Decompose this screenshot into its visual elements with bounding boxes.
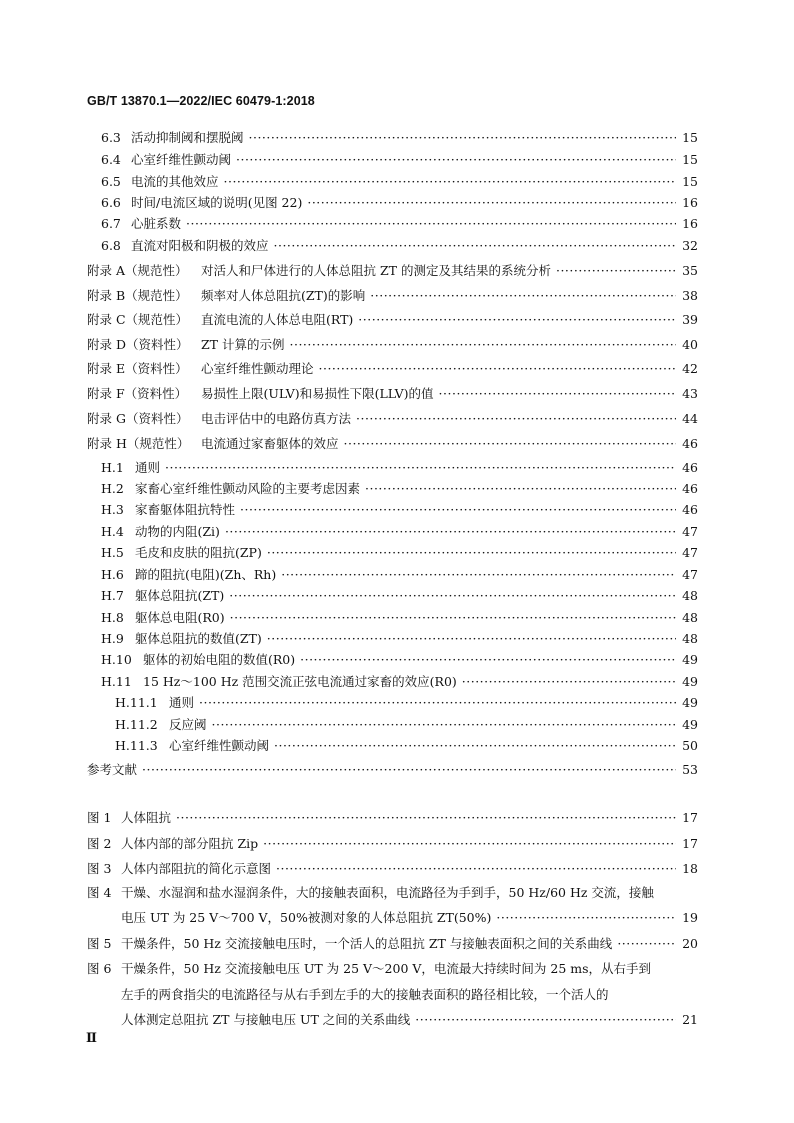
toc-entry-number: H.11.3 bbox=[115, 738, 158, 753]
toc-entry[interactable] bbox=[101, 585, 698, 607]
leader-dots bbox=[267, 628, 676, 650]
leader-dots bbox=[249, 127, 677, 149]
toc-entry[interactable] bbox=[101, 649, 698, 671]
toc-entry-title: 参考文献 bbox=[87, 762, 138, 777]
figure-title-line: 人体测定总阻抗 ZT 与接触电压 UT 之间的关系曲线 bbox=[121, 1012, 411, 1027]
leader-dots bbox=[300, 649, 676, 671]
leader-dots bbox=[415, 1009, 676, 1031]
toc-entry-page: 53 bbox=[682, 762, 698, 777]
leader-dots bbox=[344, 433, 677, 455]
toc-entry[interactable] bbox=[101, 521, 698, 543]
toc-entry[interactable] bbox=[101, 192, 698, 214]
toc-entry-page: 40 bbox=[682, 337, 698, 352]
figure-page: 17 bbox=[682, 810, 698, 825]
toc-entry-page: 43 bbox=[682, 386, 698, 401]
toc-entry-title: 蹄的阻抗(电阻)(Zh、Rh) bbox=[135, 567, 277, 582]
leader-dots bbox=[229, 585, 676, 607]
leader-dots bbox=[263, 833, 676, 855]
toc-entry-number: H.7 bbox=[101, 588, 124, 603]
leader-dots bbox=[186, 213, 676, 235]
toc-entry-page: 46 bbox=[682, 460, 698, 475]
toc-entry-title: 心室纤维性颤动阈 bbox=[131, 152, 232, 167]
toc-entry-page: 49 bbox=[682, 717, 698, 732]
toc-entry[interactable] bbox=[101, 149, 698, 171]
toc-appendix-entry[interactable] bbox=[87, 309, 698, 331]
toc-entry-title: 躯体总阻抗(ZT) bbox=[135, 588, 225, 603]
toc-entry-number: 附录 G（资料性） bbox=[87, 411, 189, 426]
leader-dots bbox=[176, 807, 676, 829]
toc-entry-number: 附录 F（资料性） bbox=[87, 386, 188, 401]
toc-entry-title: 电击评估中的电路仿真方法 bbox=[201, 411, 352, 426]
toc-entry-page: 42 bbox=[682, 361, 698, 376]
toc-entry-number: H.9 bbox=[101, 631, 124, 646]
toc-entry-title: 心室纤维性颤动阈 bbox=[169, 738, 270, 753]
toc-entry[interactable] bbox=[101, 127, 698, 149]
toc-entry-number: 6.8 bbox=[101, 238, 121, 253]
figure-title-line: 干燥、水湿润和盐水湿润条件，大的接触表面积，电流路径为手到手，50 Hz/60 Hz 交流，接触 bbox=[121, 885, 654, 900]
toc-entry-number: H.3 bbox=[101, 502, 124, 517]
toc-entry-page: 50 bbox=[682, 738, 698, 753]
toc-entry-number: 附录 A（规范性） bbox=[87, 263, 188, 278]
toc-entry-page: 35 bbox=[682, 263, 698, 278]
page-number: Ⅱ bbox=[86, 1031, 97, 1046]
toc-appendix-entry[interactable] bbox=[87, 285, 698, 307]
leader-dots bbox=[307, 192, 676, 214]
toc-entry-page: 16 bbox=[682, 216, 698, 231]
leader-dots bbox=[358, 309, 676, 331]
figure-page: 18 bbox=[682, 861, 698, 876]
toc-entry-title: 毛皮和皮肤的阻抗(ZP) bbox=[135, 545, 262, 560]
figure-title: 人体内部的部分阻抗 Zip bbox=[121, 836, 259, 851]
figure-title-line: 电压 UT 为 25 V～700 V，50%被测对象的人体总阻抗 ZT(50%) bbox=[121, 910, 492, 925]
toc-entry-title: 通则 bbox=[169, 695, 195, 710]
leader-dots bbox=[274, 735, 676, 757]
toc-entry-title: 频率对人体总阻抗(ZT)的影响 bbox=[201, 288, 366, 303]
leader-dots bbox=[556, 260, 676, 282]
figure-entry[interactable] bbox=[87, 933, 698, 955]
toc-entry-number: H.8 bbox=[101, 610, 124, 625]
leader-dots bbox=[199, 692, 676, 714]
figure-page: 19 bbox=[682, 910, 698, 925]
toc-entry-number: 附录 H（规范性） bbox=[87, 436, 190, 451]
toc-entry-title: 直流电流的人体总电阻(RT) bbox=[201, 312, 354, 327]
toc-entry-title: 躯体总阻抗的数值(ZT) bbox=[135, 631, 262, 646]
toc-entry-title: 对活人和尸体进行的人体总阻抗 ZT 的测定及其结果的系统分析 bbox=[201, 263, 551, 278]
toc-entry[interactable] bbox=[101, 542, 698, 564]
toc-entry-number: 6.3 bbox=[101, 130, 121, 145]
toc-entry[interactable] bbox=[101, 499, 698, 521]
toc-entry-title: 躯体的初始电阻的数值(R0) bbox=[143, 652, 296, 667]
toc-entry-number: H.6 bbox=[101, 567, 124, 582]
toc-entry-page: 46 bbox=[682, 436, 698, 451]
toc-references-entry[interactable] bbox=[87, 759, 698, 781]
leader-dots bbox=[276, 858, 676, 880]
toc-entry-number: H.11.1 bbox=[115, 695, 158, 710]
toc-entry[interactable] bbox=[101, 671, 698, 693]
toc-entry-page: 49 bbox=[682, 674, 698, 689]
leader-dots bbox=[365, 478, 676, 500]
toc-entry-number: 附录 C（规范性） bbox=[87, 312, 189, 327]
leader-dots bbox=[165, 457, 676, 479]
figure-number: 图 1 bbox=[87, 810, 112, 825]
toc-entry-page: 32 bbox=[682, 238, 698, 253]
toc-entry-page: 49 bbox=[682, 652, 698, 667]
figure-entry[interactable] bbox=[87, 882, 654, 904]
toc-appendix-entry[interactable] bbox=[87, 383, 698, 405]
leader-dots bbox=[224, 171, 677, 193]
toc-entry-page: 44 bbox=[682, 411, 698, 426]
standard-code: GB/T 13870.1—2022/IEC 60479-1:2018 bbox=[87, 94, 315, 108]
toc-appendix-entry[interactable] bbox=[87, 358, 698, 380]
toc-entry-title: 直流对阳极和阴极的效应 bbox=[131, 238, 269, 253]
leader-dots bbox=[290, 334, 677, 356]
toc-entry-title: 时间/电流区域的说明(见图 22) bbox=[131, 195, 303, 210]
toc-entry-number: 6.5 bbox=[101, 174, 121, 189]
toc-entry[interactable] bbox=[101, 171, 698, 193]
toc-entry-page: 48 bbox=[682, 588, 698, 603]
toc-entry-page: 48 bbox=[682, 631, 698, 646]
toc-entry-page: 46 bbox=[682, 502, 698, 517]
toc-entry-number: 6.6 bbox=[101, 195, 121, 210]
toc-entry[interactable] bbox=[101, 607, 698, 629]
toc-entry-number: H.5 bbox=[101, 545, 124, 560]
figure-title-line: 左手的两食指尖的电流路径与从右手到左手的大的接触表面积的路径相比较，一个活人的 bbox=[121, 987, 609, 1002]
figure-title-line: 干燥条件，50 Hz 交流接触电压 UT 为 25 V～200 V，电流最大持续时间为 25 ms，从右手到 bbox=[121, 961, 652, 976]
leader-dots bbox=[281, 564, 676, 586]
toc-entry-title: 电流的其他效应 bbox=[131, 174, 219, 189]
toc-entry-number: 6.4 bbox=[101, 152, 121, 167]
leader-dots bbox=[267, 542, 676, 564]
toc-entry-number: H.1 bbox=[101, 460, 124, 475]
toc-entry-title: 通则 bbox=[135, 460, 161, 475]
toc-entry[interactable] bbox=[101, 564, 698, 586]
toc-entry[interactable] bbox=[101, 628, 698, 650]
toc-entry[interactable] bbox=[101, 457, 698, 479]
leader-dots bbox=[356, 408, 676, 430]
figure-number: 图 4 bbox=[87, 885, 112, 900]
toc-appendix-entry[interactable] bbox=[87, 408, 698, 430]
toc-entry-number: H.11.2 bbox=[115, 717, 158, 732]
toc-entry[interactable] bbox=[101, 478, 698, 500]
figure-entry[interactable] bbox=[87, 807, 698, 829]
toc-entry-title: 家畜躯体阻抗特性 bbox=[135, 502, 236, 517]
leader-dots bbox=[212, 714, 677, 736]
figure-entry[interactable] bbox=[87, 833, 698, 855]
toc-entry-title: 动物的内阻(Zi) bbox=[135, 524, 220, 539]
toc-entry-title: 易损性上限(ULV)和易损性下限(LLV)的值 bbox=[201, 386, 434, 401]
figure-entry-continuation[interactable] bbox=[121, 907, 698, 929]
toc-entry-page: 15 bbox=[682, 130, 698, 145]
leader-dots bbox=[240, 499, 676, 521]
figure-page: 17 bbox=[682, 836, 698, 851]
toc-entry-number: H.10 bbox=[101, 652, 132, 667]
toc-entry[interactable] bbox=[115, 692, 698, 714]
toc-entry-title: 反应阈 bbox=[169, 717, 207, 732]
figure-number: 图 2 bbox=[87, 836, 112, 851]
leader-dots bbox=[319, 358, 677, 380]
toc-appendix-entry[interactable] bbox=[87, 260, 698, 282]
toc-entry-page: 46 bbox=[682, 481, 698, 496]
toc-entry-number: H.2 bbox=[101, 481, 124, 496]
leader-dots bbox=[496, 907, 676, 929]
toc-entry[interactable] bbox=[115, 735, 698, 757]
toc-appendix-entry[interactable] bbox=[87, 334, 698, 356]
toc-entry-number: H.11 bbox=[101, 674, 132, 689]
toc-entry-page: 49 bbox=[682, 695, 698, 710]
leader-dots bbox=[274, 235, 677, 257]
toc-entry-page: 47 bbox=[682, 545, 698, 560]
toc-entry-number: 附录 D（资料性） bbox=[87, 337, 189, 352]
leader-dots bbox=[142, 759, 676, 781]
toc-entry-page: 47 bbox=[682, 567, 698, 582]
figure-page: 21 bbox=[682, 1012, 698, 1027]
leader-dots bbox=[230, 607, 676, 629]
figure-number: 图 6 bbox=[87, 961, 112, 976]
toc-entry-page: 15 bbox=[682, 152, 698, 167]
toc-entry-title: 15 Hz～100 Hz 范围交流正弦电流通过家畜的效应(R0) bbox=[143, 674, 457, 689]
figure-entry[interactable] bbox=[87, 858, 698, 880]
figure-page: 20 bbox=[682, 936, 698, 951]
figure-title: 干燥条件，50 Hz 交流接触电压时，一个活人的总阻抗 ZT 与接触表面积之间的关系曲线 bbox=[121, 936, 613, 951]
toc-entry-page: 16 bbox=[682, 195, 698, 210]
toc-entry-number: 附录 B（规范性） bbox=[87, 288, 188, 303]
toc-entry-page: 15 bbox=[682, 174, 698, 189]
toc-entry-title: 活动抑制阈和摆脱阈 bbox=[131, 130, 244, 145]
toc-entry-title: 躯体总电阻(R0) bbox=[135, 610, 225, 625]
figure-number: 图 3 bbox=[87, 861, 112, 876]
leader-dots bbox=[617, 933, 676, 955]
toc-entry-title: ZT 计算的示例 bbox=[201, 337, 285, 352]
figure-title: 人体阻抗 bbox=[121, 810, 172, 825]
toc-entry-page: 47 bbox=[682, 524, 698, 539]
toc-entry-title: 心脏系数 bbox=[131, 216, 182, 231]
figure-entry[interactable] bbox=[87, 958, 651, 980]
toc-entry[interactable] bbox=[101, 213, 698, 235]
toc-entry-number: 附录 E（资料性） bbox=[87, 361, 188, 376]
toc-entry[interactable] bbox=[115, 714, 698, 736]
figure-number: 图 5 bbox=[87, 936, 112, 951]
toc-entry-page: 38 bbox=[682, 288, 698, 303]
toc-entry-page: 39 bbox=[682, 312, 698, 327]
toc-entry-number: 6.7 bbox=[101, 216, 121, 231]
figure-entry-continuation[interactable] bbox=[121, 1009, 698, 1031]
leader-dots bbox=[236, 149, 676, 171]
toc-entry-page: 48 bbox=[682, 610, 698, 625]
toc-entry-title: 电流通过家畜躯体的效应 bbox=[201, 436, 339, 451]
leader-dots bbox=[439, 383, 677, 405]
toc-entry[interactable] bbox=[101, 235, 698, 257]
figure-title: 人体内部阻抗的简化示意图 bbox=[121, 861, 272, 876]
toc-appendix-entry[interactable] bbox=[87, 433, 698, 455]
leader-dots bbox=[370, 285, 676, 307]
toc-entry-title: 家畜心室纤维性颤动风险的主要考虑因素 bbox=[135, 481, 361, 496]
leader-dots bbox=[462, 671, 676, 693]
leader-dots bbox=[225, 521, 676, 543]
toc-entry-title: 心室纤维性颤动理论 bbox=[201, 361, 314, 376]
toc-entry-number: H.4 bbox=[101, 524, 124, 539]
